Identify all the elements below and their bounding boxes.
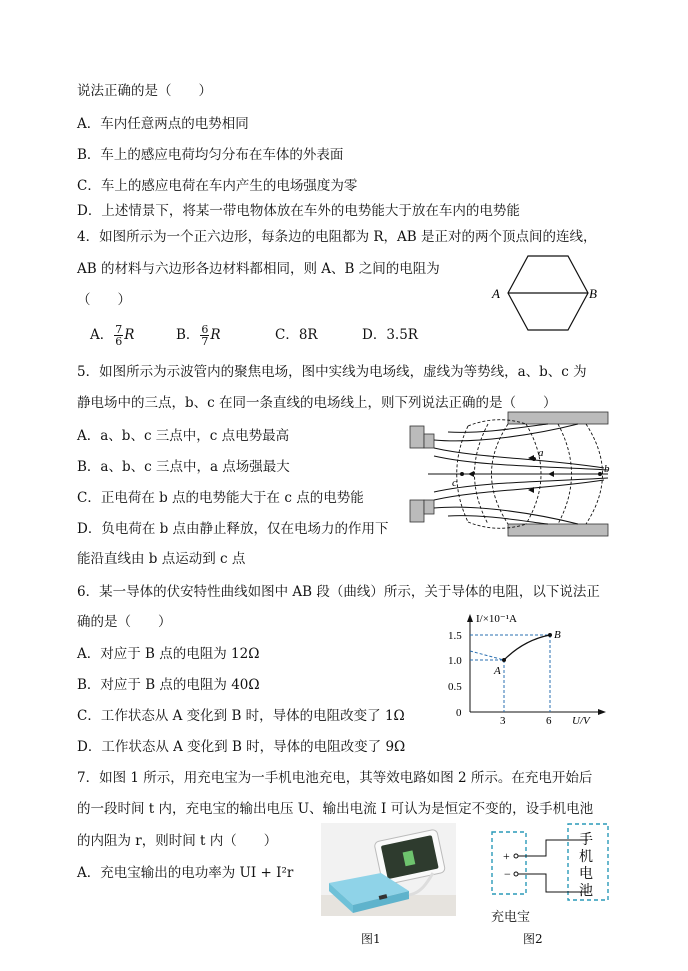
q6-line-2: 确的是（ ） (77, 614, 172, 630)
point-a-label: A (494, 665, 501, 677)
q5-option-a: A．a、b、c 三点中，c 点电势最高 (77, 428, 290, 444)
q4-option-b (176, 320, 221, 350)
y-tick-1-0: 1.0 (448, 655, 462, 667)
figure-2-caption: 图2 (523, 932, 543, 946)
point-b (598, 472, 602, 476)
q4-option-b-unit: R (210, 327, 221, 343)
q4-option-b-denominator: 7 (201, 334, 209, 348)
powerbank-box (492, 832, 526, 894)
q5-option-d-2: 能沿直线由 b 点运动到 c 点 (77, 551, 246, 567)
q5-option-c: C．正电荷在 b 点的电势能大于在 c 点的电势能 (77, 490, 364, 506)
q7-line-1: 7．如图 1 所示，用充电宝为一手机电池充电，其等效电路如图 2 所示。在充电开始后 (77, 770, 593, 786)
q5-option-b: B．a、b、c 三点中，a 点场强最大 (77, 459, 290, 475)
hexagon-label-a: A (492, 286, 500, 301)
q4-option-b-fraction (200, 324, 209, 347)
minus-terminal (514, 872, 518, 876)
left-electrode-top (410, 426, 424, 448)
figure-2-circuit (486, 822, 614, 906)
minus-sign: − (504, 867, 511, 881)
point-c (460, 472, 464, 476)
q6-option-d: D．工作状态从 A 变化到 B 时，导体的电阻改变了 9Ω (77, 739, 406, 755)
guide-lines (470, 635, 550, 712)
q5-line-1: 5．如图所示为示波管内的聚焦电场，图中实线为电场线，虚线为等势线，a、b、c 为 (77, 364, 587, 380)
q3-option-c: C．车上的感应电荷在车内产生的电场强度为零 (77, 178, 358, 194)
field-lines (428, 424, 608, 524)
x-axis-arrow (598, 709, 606, 715)
point-b-marker (548, 633, 552, 637)
point-b-label: B (554, 629, 561, 641)
q4-option-a (90, 320, 134, 350)
powerbank-label: 充电宝 (491, 910, 531, 925)
plus-terminal (514, 854, 518, 858)
q4-option-a-fraction (114, 324, 123, 347)
q5-option-d-1: D．负电荷在 b 点由静止释放，仅在电场力的作用下 (77, 521, 389, 537)
right-electrode-top (508, 412, 608, 424)
figure-1-caption: 图1 (361, 932, 381, 946)
phone-label-char-2: 机 (579, 850, 593, 865)
q4-option-a-unit: R (124, 327, 135, 343)
focusing-field-figure (408, 408, 616, 540)
y-tick-1-5: 1.5 (448, 630, 462, 642)
left-electrode-bottom-step (424, 500, 434, 514)
phone-label-char-3: 电 (579, 867, 593, 882)
q4-line-2: AB 的材料与六边形各边材料都相同，则 A、B 之间的电阻为 (77, 261, 440, 277)
label-b: b (604, 463, 610, 475)
q4-option-b-numerator: 6 (201, 322, 209, 336)
plus-sign: + (503, 849, 510, 863)
point-a (532, 457, 536, 461)
label-c: c (452, 477, 457, 489)
q4-line-1: 4．如图所示为一个正六边形，每条边的电阻都为 R，AB 是正对的两个顶点间的连线， (77, 229, 597, 245)
q7-line-2: 的一段时间 t 内，充电宝的输出电压 U、输出电流 I 可认为是恒定不变的，设手机电池 (77, 801, 594, 817)
q6-option-a: A．对应于 B 点的电阻为 12Ω (77, 646, 260, 662)
q3-stem: 说法正确的是（ ） (77, 83, 212, 99)
q4-option-b-label: B． (176, 327, 200, 343)
right-electrode-bottom (508, 524, 608, 536)
wire-positive (518, 840, 588, 856)
label-a: a (538, 447, 544, 459)
q6-line-1: 6．某一导体的伏安特性曲线如图中 AB 段（曲线）所示，关于导体的电阻，以下说法正 (77, 584, 600, 600)
wire-negative (518, 874, 588, 892)
y-tick-0-5: 0.5 (448, 681, 462, 693)
left-electrode-top-step (424, 434, 434, 448)
figure-1-photo (321, 823, 456, 916)
hexagon-figure (488, 248, 600, 338)
y-tick-0: 0 (456, 707, 462, 719)
x-tick-6: 6 (546, 715, 552, 726)
q3-option-d: D．上述情景下，将某一带电物体放在车外的电势能大于放在车内的电势能 (77, 203, 520, 219)
q6-option-c: C．工作状态从 A 变化到 B 时，导体的电阻改变了 1Ω (77, 708, 405, 724)
left-electrode-bottom (410, 500, 424, 522)
q7-option-a: A．充电宝输出的电功率为 UI + I²r (77, 865, 294, 881)
q6-option-b: B．对应于 B 点的电阻为 40Ω (77, 677, 260, 693)
q4-option-a-numerator: 7 (115, 322, 123, 336)
q4-option-a-denominator: 6 (115, 334, 123, 348)
phone-label-char-4: 池 (579, 884, 593, 899)
q5-line-2: 静电场中的三点，b、c 在同一条直线的电场线上，则下列说法正确的是（ ） (77, 395, 557, 411)
q4-option-d: D．3.5R (362, 327, 418, 343)
x-axis-label: U/V (572, 715, 590, 726)
q4-option-a-label: A． (90, 327, 114, 343)
phone-label-char-1: 手 (579, 833, 593, 848)
iv-curve-graph (440, 608, 612, 726)
y-axis-arrow (467, 614, 473, 622)
x-tick-3: 3 (500, 715, 506, 726)
q4-line-3: （ ） (77, 292, 131, 308)
point-a-marker (502, 658, 506, 662)
hexagon-label-b: B (589, 286, 597, 301)
q3-option-a: A．车内任意两点的电势相同 (77, 116, 249, 132)
q4-option-c: C．8R (275, 327, 318, 343)
y-axis-label: I/×10⁻¹A (476, 613, 517, 625)
ab-curve (504, 635, 550, 660)
q3-option-b: B．车上的感应电荷均匀分布在车体的外表面 (77, 147, 344, 163)
q7-line-3: 的内阻为 r，则时间 t 内（ ） (77, 833, 278, 849)
